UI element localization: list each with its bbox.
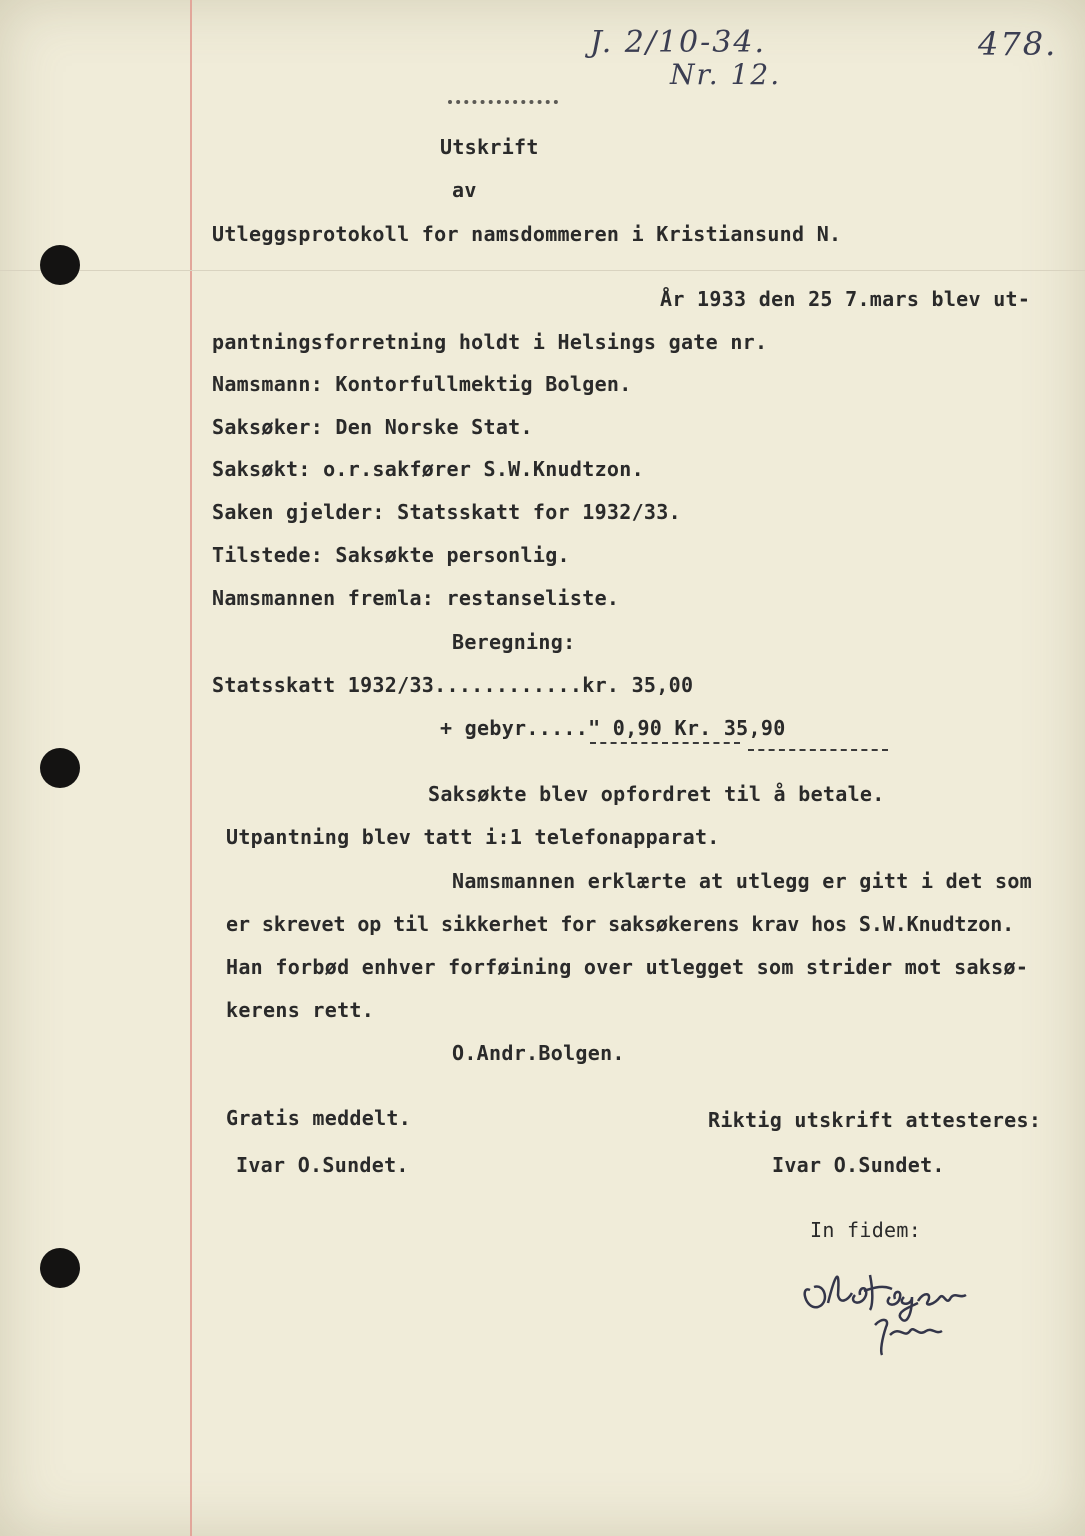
handwritten-date: J. 2/10-34. — [590, 25, 766, 60]
intro-line-1: År 1933 den 25 7.mars blev ut- — [660, 287, 1031, 311]
saken-line: Saken gjelder: Statsskatt for 1932/33. — [212, 500, 681, 524]
signature-name: O.Andr.Bolgen. — [452, 1041, 625, 1065]
total-underline — [748, 749, 888, 751]
left-clerk-name: Ivar O.Sundet. — [236, 1153, 409, 1177]
fremla-line: Namsmannen fremla: restanseliste. — [212, 586, 620, 610]
typed-smudge — [448, 100, 558, 110]
intro-line-2: pantningsforretning holdt i Helsings gate nr. — [212, 330, 768, 354]
title-line-2: av — [452, 178, 477, 202]
punch-hole-bottom — [40, 1248, 80, 1288]
title-line-1: Utskrift — [440, 135, 539, 159]
punch-hole-middle — [40, 748, 80, 788]
title-line-3: Utleggsprotokoll for namsdommeren i Kristiansund N. — [212, 222, 842, 246]
margin-line — [190, 0, 192, 1536]
handwritten-signature — [800, 1255, 985, 1365]
right-clerk-name: Ivar O.Sundet. — [772, 1153, 945, 1177]
attest-label: Riktig utskrift attesteres: — [708, 1108, 1042, 1132]
tilstede-line: Tilstede: Saksøkte personlig. — [212, 543, 570, 567]
saksoker-line: Saksøker: Den Norske Stat. — [212, 415, 533, 439]
paragraph-3-line-3: Han forbød enhver forføining over utlegget som strider mot saksø- — [226, 955, 1029, 979]
handwritten-number: Nr. 12. — [670, 58, 782, 91]
gratis-label: Gratis meddelt. — [226, 1106, 412, 1130]
paragraph-2: Utpantning blev tatt i:1 telefonapparat. — [226, 825, 720, 849]
calc-line-1: Statsskatt 1932/33............kr. 35,00 — [212, 673, 694, 697]
beregning-heading: Beregning: — [452, 630, 576, 654]
punch-hole-top — [40, 245, 80, 285]
header-divider — [0, 270, 1085, 271]
paragraph-1: Saksøkte blev opfordret til å betale. — [428, 782, 885, 806]
in-fidem-label: In fidem: — [810, 1218, 922, 1242]
paragraph-3-line-4: kerens rett. — [226, 998, 375, 1022]
paragraph-3-line-2: er skrevet op til sikkerhet for saksøkerens krav hos S.W.Knudtzon. — [226, 912, 1015, 936]
paragraph-3-line-1: Namsmannen erklærte at utlegg er gitt i det som — [452, 869, 1033, 893]
saksokt-line: Saksøkt: o.r.sakfører S.W.Knudtzon. — [212, 457, 644, 481]
page-number: 478. — [978, 25, 1058, 63]
calc-line-2: + gebyr....." 0,90 Kr. 35,90 — [440, 716, 786, 740]
namsmann-line: Namsmann: Kontorfullmektig Bolgen. — [212, 372, 632, 396]
subtotal-underline — [590, 742, 740, 744]
